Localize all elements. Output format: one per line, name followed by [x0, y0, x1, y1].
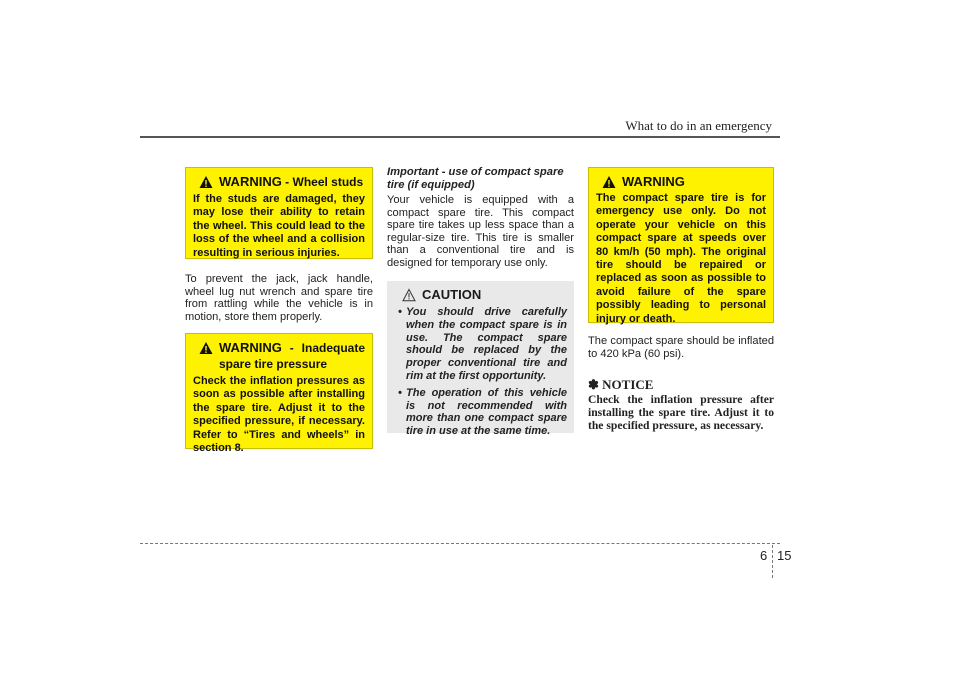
warning-body: Check the inflation pressures as soon as possible after installing the spare tire. Adjust it to the specified pressure, if necessary. Refer to “Tires and wheels” in section 8.	[193, 375, 365, 455]
warning-subtitle: - Inadequate spare tire pressure	[219, 341, 365, 371]
important-body: Your vehicle is equipped with a compact spare tire. This compact spare tire takes up less space than a regular-size tire. This tire is smaller than a conventional tire and is designed for temporary use only.	[387, 194, 574, 269]
caution-item: • You should drive carefully when the compact spare is in use. The compact spare should be replaced by the proper conventional tire and rim at the first opportunity.	[398, 306, 567, 382]
warning-box-compact-spare	[588, 167, 774, 323]
warning-label: WARNING	[622, 174, 685, 189]
notice-heading: ✽ NOTICE	[588, 377, 654, 392]
warning-subtitle: - Wheel studs	[281, 175, 364, 189]
warning-box-spare-pressure	[185, 333, 373, 455]
caution-box	[387, 281, 574, 438]
section-title: What to do in an emergency	[625, 118, 772, 133]
warning-body: The compact spare tire is for emergency use only. Do not operate your vehicle on this compact spare at speeds over 80 km/h (50 mph). The original tire should be repaired or replaced as soon as possible to avoid failure of the spare possibly leading to personal injury or death.	[596, 192, 766, 325]
warning-triangle-icon	[199, 341, 213, 355]
warning-label: WARNING	[219, 174, 282, 189]
caution-triangle-icon	[402, 288, 416, 302]
page-number: 15	[777, 548, 792, 563]
warning-box-wheel-studs	[185, 167, 373, 259]
paragraph-inflate: The compact spare should be inflated to 420 kPa (60 psi).	[588, 335, 774, 360]
chapter-number: 6	[760, 548, 768, 563]
notice-body: Check the inflation pressure after installing the spare tire. Adjust it to the specified pressure, as necessary.	[588, 393, 774, 433]
important-heading: Important - use of compact spare tire (if equipped)	[387, 166, 564, 191]
warning-triangle-icon	[199, 175, 213, 189]
warning-label: WARNING	[219, 340, 282, 355]
caution-item: • The operation of this vehicle is not recommended with more than one compact spare tire in use at the same time.	[398, 386, 567, 438]
paragraph-storage: To prevent the jack, jack handle, wheel lug nut wrench and spare tire from rattling while the vehicle is in motion, store them properly.	[185, 273, 373, 323]
warning-triangle-icon	[602, 175, 616, 189]
caution-label: CAUTION	[422, 287, 482, 302]
header-rule	[140, 136, 780, 138]
warning-body: If the studs are damaged, they may lose their ability to retain the wheel. This could lead to the loss of the wheel and a collision resulting in serious injuries.	[193, 193, 365, 259]
footer-divider	[772, 545, 773, 578]
footer-rule	[140, 543, 780, 544]
